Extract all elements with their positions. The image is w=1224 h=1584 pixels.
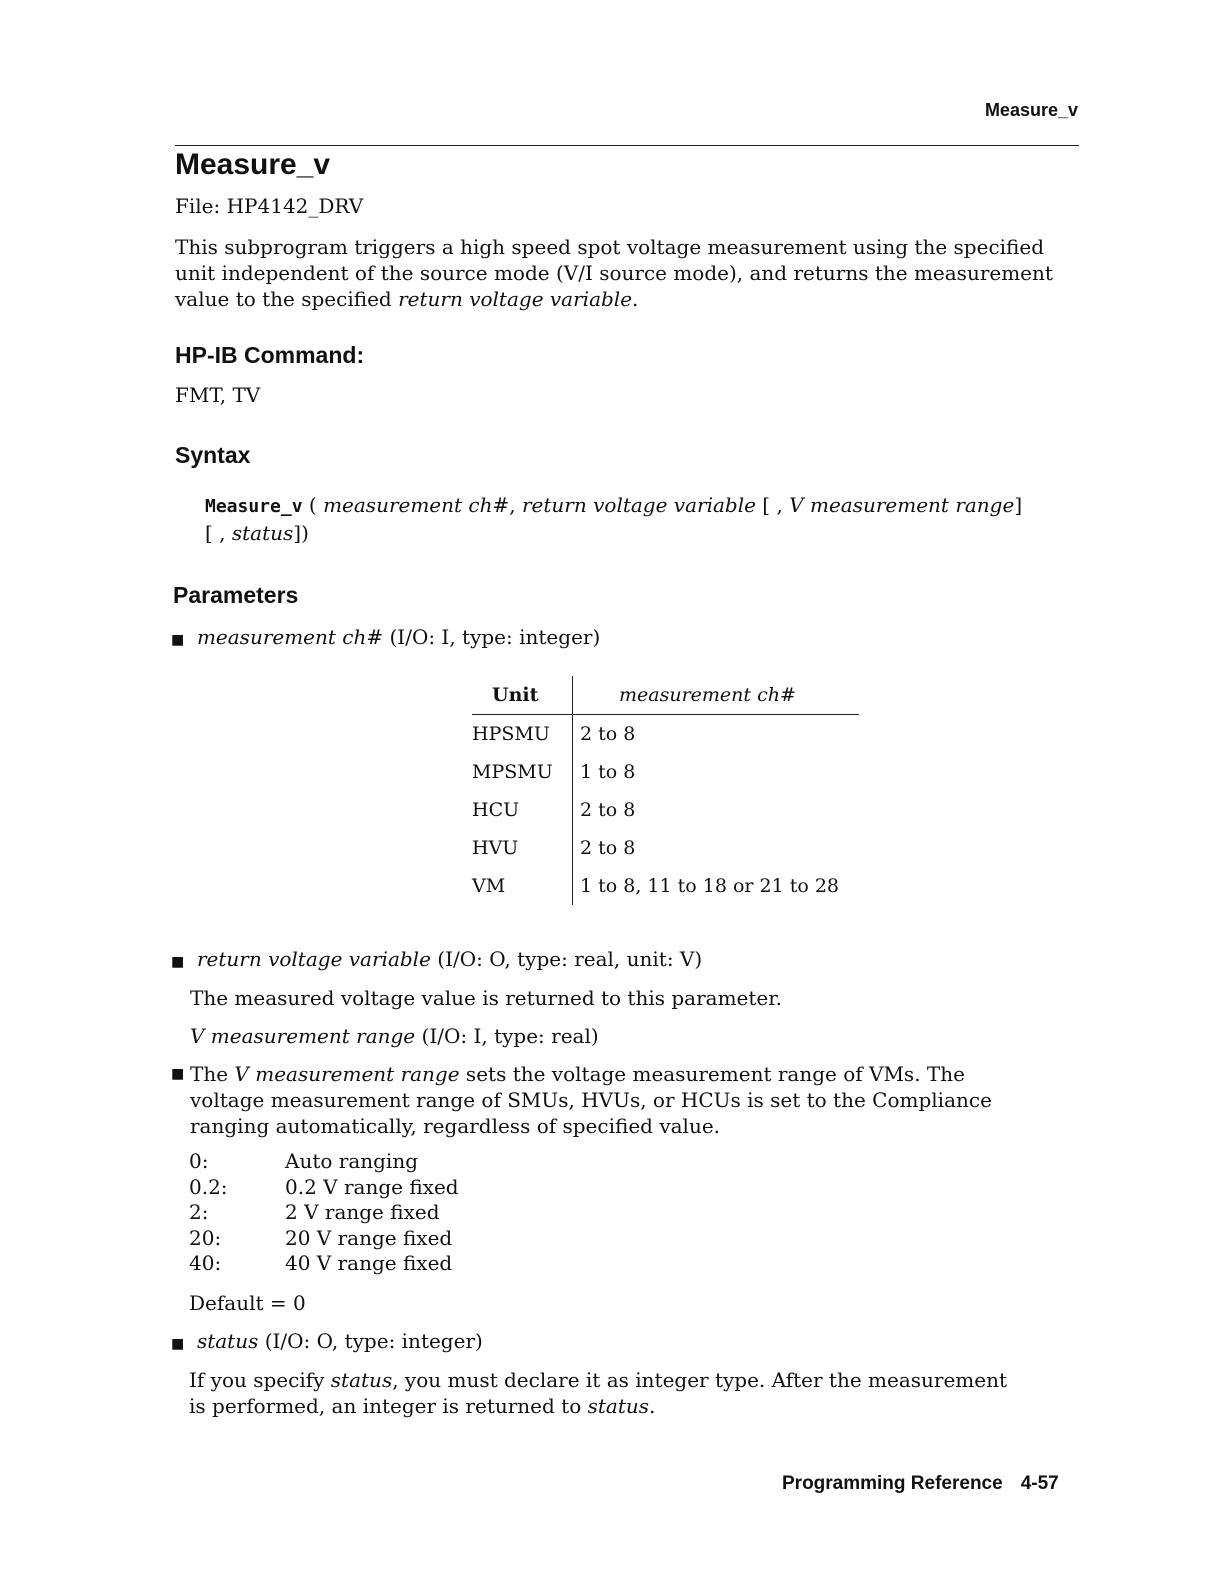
- bullet-icon: ■: [171, 954, 185, 970]
- param-return-voltage: ■ return voltage variable (I/O: O, type: real, unit: V): [171, 947, 703, 971]
- parameters-heading: Parameters: [173, 582, 299, 608]
- syntax-line-2: [ , status]): [205, 521, 309, 545]
- range-list: [189, 1149, 459, 1277]
- table-row: VM 1 to 8, 11 to 18 or 21 to 28: [472, 867, 859, 905]
- running-head: Measure_v: [984, 100, 1078, 120]
- param-v-range: V measurement range (I/O: I, type: real): [190, 1024, 599, 1048]
- list-item: 0: Auto ranging: [189, 1149, 419, 1173]
- table-row: HVU 2 to 8: [472, 829, 859, 867]
- list-item: 20: 20 V range fixed: [189, 1225, 453, 1250]
- bullet-icon: ■: [171, 1336, 185, 1352]
- syntax-block: [205, 492, 1022, 547]
- default-value: Default = 0: [189, 1291, 306, 1315]
- page-number: 4-57: [1020, 1473, 1059, 1494]
- table-row: HPSMU 2 to 8: [472, 715, 859, 754]
- hpib-command: FMT, TV: [175, 383, 261, 407]
- unit-channel-table: [472, 676, 859, 905]
- page-title: Measure_v: [175, 148, 331, 181]
- param-measurement-ch: ■ measurement ch# (I/O: I, type: integer): [171, 625, 601, 649]
- list-item: 2: 2 V range fixed: [189, 1200, 440, 1224]
- hpib-heading: HP-IB Command:: [175, 342, 365, 368]
- list-item: 40: 40 V range fixed: [189, 1251, 453, 1275]
- param-status: ■ status (I/O: O, type: integer): [171, 1329, 483, 1353]
- param-v-range-description: ■ The V measurement range sets the voltage measurement range of VMs. The voltage measurement range of SMUs, HVUs, or HCUs is set to the Compliance ranging automatically, regardless of specified value.: [171, 1062, 992, 1138]
- col-header-unit: Unit: [492, 684, 539, 706]
- syntax-heading: Syntax: [175, 442, 251, 468]
- list-item: 0.2: 0.2 V range fixed: [189, 1174, 459, 1199]
- table-row: MPSMU 1 to 8: [472, 753, 859, 791]
- param-return-voltage-text: The measured voltage value is returned to this parameter.: [190, 986, 782, 1010]
- col-header-channel: measurement ch#: [573, 676, 860, 715]
- footer-section: Programming Reference: [782, 1473, 1003, 1494]
- bullet-icon: ■: [171, 1066, 185, 1082]
- file-line: File: HP4142_DRV: [175, 194, 364, 218]
- param-status-text: If you specify status, you must declare it as integer type. After the measurement is performed, an integer is returned to status.: [189, 1368, 1008, 1418]
- page-footer: [782, 1473, 1059, 1495]
- header-rule: [175, 145, 1079, 146]
- intro-paragraph: This subprogram triggers a high speed spot voltage measurement using the specified unit independent of the source mode (V/I source mode), and returns the measurement value to the specified return voltage variable.: [175, 235, 1053, 311]
- table-row: HCU 2 to 8: [472, 791, 859, 829]
- syntax-line-1: Measure_v ( measurement ch#, return voltage variable [ , V measurement range]: [205, 493, 1023, 517]
- bullet-icon: ■: [171, 632, 185, 648]
